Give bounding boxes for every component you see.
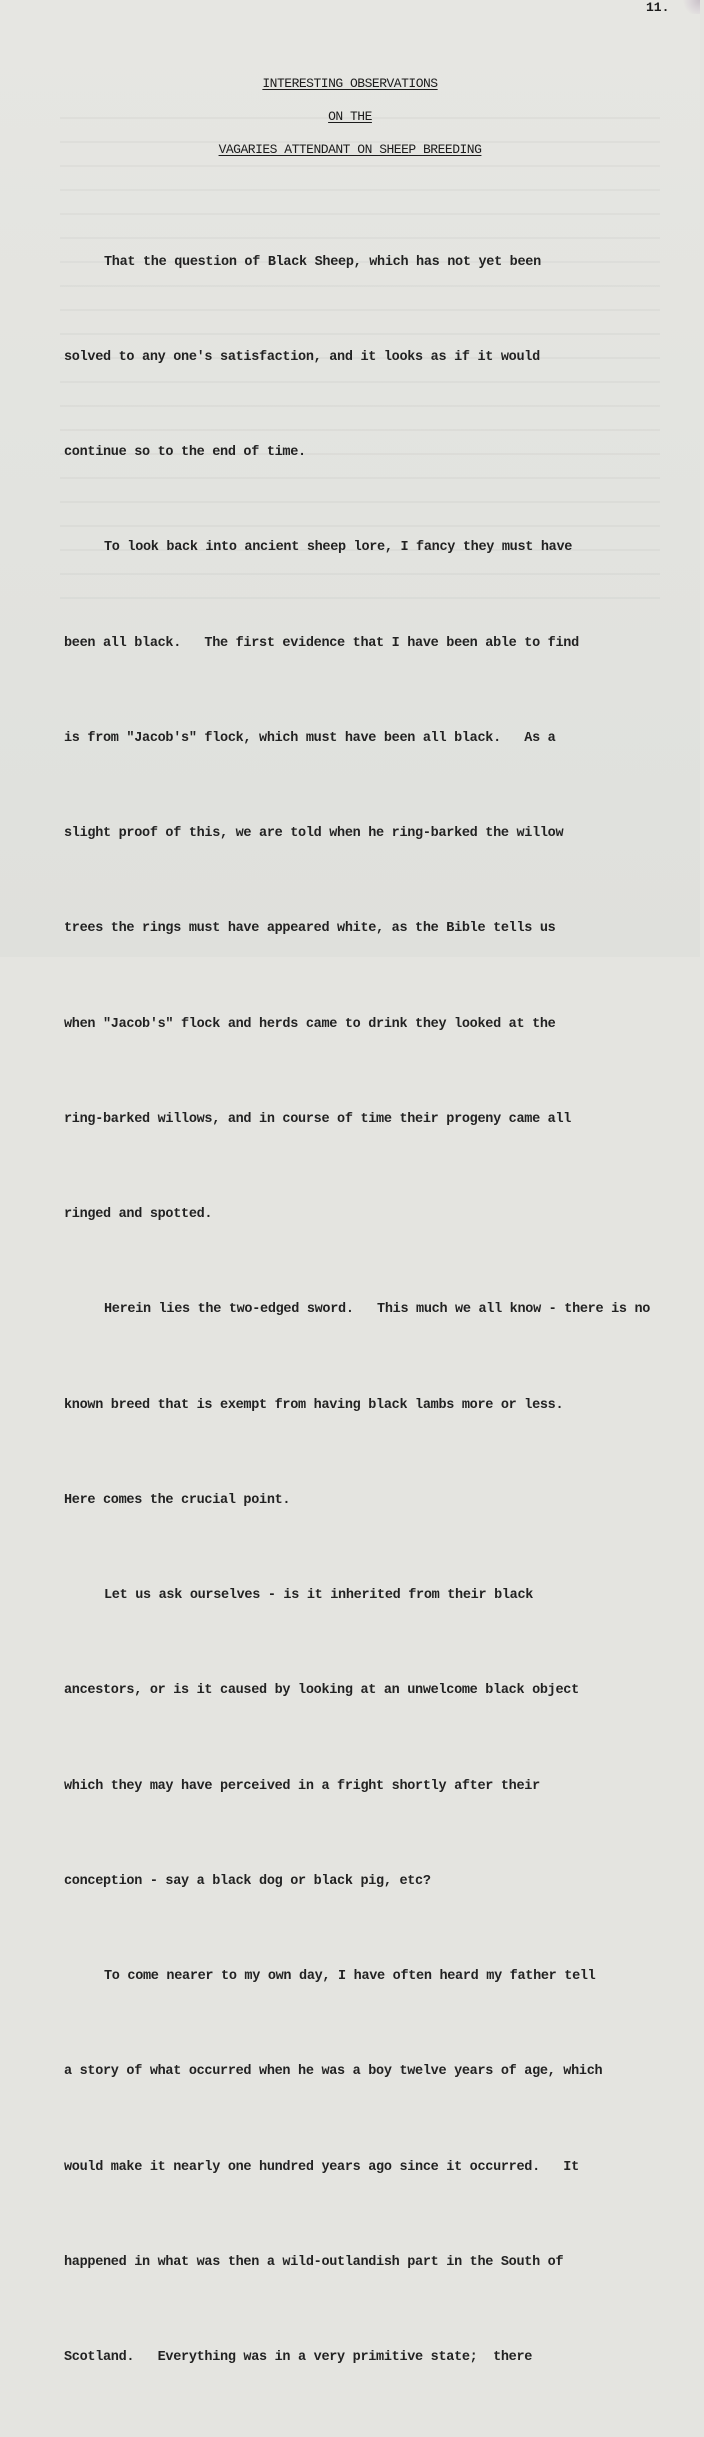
- text-line: happened in what was then a wild-outlandish part in the South of: [64, 2254, 564, 2270]
- text-line: To come nearer to my own day, I have often heard my father tell: [104, 1969, 596, 1984]
- heading-line-1: [0, 76, 700, 91]
- heading-line-2: [0, 109, 700, 124]
- text-line: That the question of Black Sheep, which has not yet been: [104, 254, 541, 270]
- text-line: ringed and spotted.: [64, 1207, 213, 1222]
- heading-line-2-text: ON THE: [328, 109, 372, 124]
- text-line: Herein lies the two-edged sword. This much we all know - there is no: [104, 1302, 651, 1318]
- heading-line-3-text: VAGARIES ATTENDANT ON SHEEP BREEDING: [218, 142, 482, 157]
- text-line: been all black. The first evidence that I have been able to find: [64, 635, 579, 651]
- text-line: slight proof of this, we are told when he ring-barked the willow: [64, 826, 564, 841]
- heading-line-3: [0, 142, 700, 157]
- text-line: To look back into ancient sheep lore, I fancy they must have: [104, 540, 573, 556]
- text-line: ring-barked willows, and in course of time their progeny came all: [64, 1111, 572, 1127]
- page-number: 11.: [646, 0, 670, 15]
- text-line: a story of what occurred when he was a boy twelve years of age, which: [64, 2064, 603, 2080]
- text-line: Here comes the crucial point.: [64, 1492, 291, 1508]
- text-line: when "Jacob's" flock and herds came to drink they looked at the: [64, 1016, 556, 1032]
- text-line: is from "Jacob's" flock, which must have been all black. As a: [64, 730, 556, 746]
- text-line: known breed that is exempt from having black lambs more or less.: [64, 1397, 564, 1413]
- text-line: conception - say a black dog or black pig, etc?: [64, 1873, 431, 1889]
- text-line: ancestors, or is it caused by looking at an unwelcome black object: [64, 1683, 579, 1699]
- heading-line-1-text: INTERESTING OBSERVATIONS: [262, 76, 438, 91]
- body-text: [64, 183, 704, 2437]
- corner-stain: [682, 0, 700, 14]
- text-line: Let us ask ourselves - is it inherited from their black: [104, 1588, 534, 1603]
- text-line: trees the rings must have appeared white, as the Bible tells us: [64, 921, 556, 937]
- text-line: continue so to the end of time.: [64, 445, 306, 460]
- text-line: Scotland. Everything was in a very primitive state; there: [64, 2350, 533, 2365]
- text-line: would make it nearly one hundred years ago since it occurred. It: [64, 2159, 579, 2175]
- text-line: which they may have perceived in a fright shortly after their: [64, 1778, 540, 1794]
- text-line: solved to any one's satisfaction, and it looks as if it would: [64, 349, 540, 365]
